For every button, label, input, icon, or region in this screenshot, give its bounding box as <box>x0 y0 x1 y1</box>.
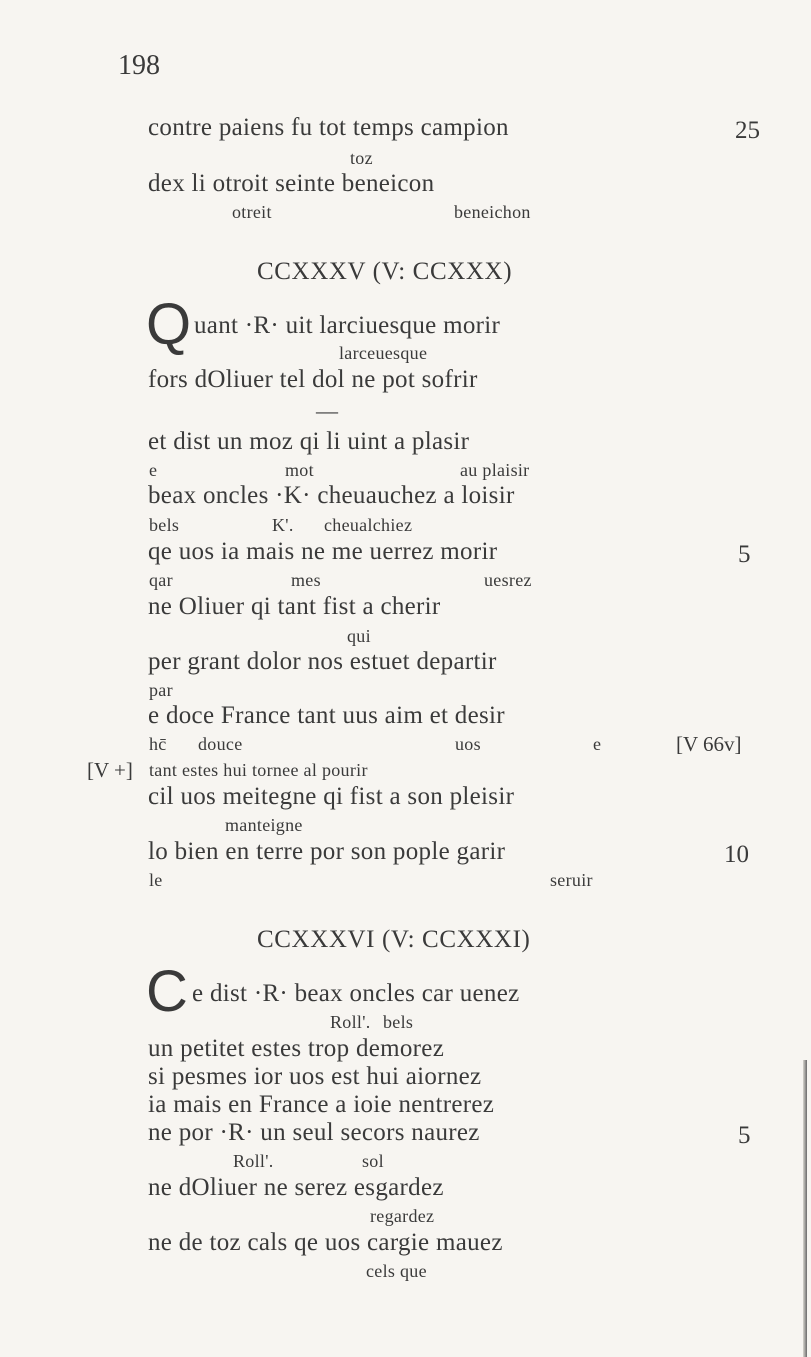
drop-cap-initial: C <box>146 959 188 1024</box>
verse-line: qe uos ia mais ne me uerrez morir <box>148 538 498 565</box>
added-line: tant estes hui tornee al pourir <box>149 760 368 780</box>
variant-reading: uesrez <box>484 570 532 590</box>
line-number: 5 <box>738 541 751 568</box>
line-number: 5 <box>738 1122 751 1149</box>
variant-reading: au plaisir <box>460 460 530 480</box>
variant-reading: regardez <box>370 1206 435 1226</box>
variant-reading: Roll'. <box>330 1012 371 1032</box>
verse-line: ne Oliuer qi tant fist a cherir <box>148 593 441 620</box>
verse-line: lo bien en terre por son pople garir <box>148 838 506 865</box>
manuscript-addition-marker: [V +] <box>87 758 133 782</box>
variant-reading: e <box>149 460 158 480</box>
verse-line: per grant dolor nos estuet departir <box>148 648 497 675</box>
verse-line: e doce France tant uus aim et desir <box>148 702 505 729</box>
verse-line: ne dOliuer ne serez esgardez <box>148 1174 444 1201</box>
variant-reading: toz <box>350 148 373 168</box>
variant-reading: beneichon <box>454 202 531 222</box>
variant-reading: K'. <box>272 515 294 535</box>
variant-dash: — <box>316 398 338 423</box>
variant-reading: douce <box>198 734 243 754</box>
variant-reading: manteigne <box>225 815 303 835</box>
variant-reading: uos <box>455 734 481 754</box>
variant-reading: bels <box>149 515 180 535</box>
line-number: 25 <box>735 117 760 144</box>
variant-reading: par <box>149 680 173 700</box>
drop-cap-initial: Q <box>146 292 192 357</box>
variant-reading: seruir <box>550 870 593 890</box>
verse-line: un petitet estes trop demorez <box>148 1035 445 1062</box>
variant-reading: e <box>593 734 602 754</box>
variant-reading: larceuesque <box>339 343 428 363</box>
variant-reading: otreit <box>232 202 272 222</box>
variant-reading: hc̄ <box>149 734 167 754</box>
verse-line: beax oncles ·K· cheuauchez a loisir <box>148 482 515 509</box>
variant-reading: mot <box>285 460 314 480</box>
verse-line: ia mais en France a ioie nentrerez <box>148 1091 495 1118</box>
verse-line: et dist un moz qi li uint a plasir <box>148 428 470 455</box>
manuscript-folio-reference: [V 66v] <box>676 732 742 756</box>
verse-line: uant ·R· uit larciuesque morir <box>194 312 501 339</box>
verse-line: fors dOliuer tel dol ne pot sofrir <box>148 366 478 393</box>
verse-line: si pesmes ior uos est hui aiornez <box>148 1063 482 1090</box>
line-number: 10 <box>724 841 749 868</box>
variant-reading: bels <box>383 1012 414 1032</box>
verse-line: cil uos meitegne qi fist a son pleisir <box>148 783 515 810</box>
verse-line: ne por ·R· un seul secors naurez <box>148 1119 480 1146</box>
page-edge-shadow <box>803 1060 807 1357</box>
variant-reading: cels que <box>366 1261 427 1281</box>
variant-reading: mes <box>291 570 321 590</box>
laisse-heading: CCXXXV (V: CCXXX) <box>257 258 513 285</box>
variant-reading: Roll'. <box>233 1151 274 1171</box>
verse-line: ne de toz cals qe uos cargie mauez <box>148 1229 503 1256</box>
variant-reading: qar <box>149 570 173 590</box>
verse-line: dex li otroit seinte beneicon <box>148 170 435 197</box>
variant-reading: le <box>149 870 163 890</box>
variant-reading: sol <box>362 1151 384 1171</box>
variant-reading: cheualchiez <box>324 515 413 535</box>
variant-reading: qui <box>347 626 371 646</box>
verse-line: contre paiens fu tot temps campion <box>148 114 509 141</box>
page-number: 198 <box>118 50 160 81</box>
laisse-heading: CCXXXVI (V: CCXXXI) <box>257 926 531 953</box>
verse-line: e dist ·R· beax oncles car uenez <box>192 980 520 1007</box>
